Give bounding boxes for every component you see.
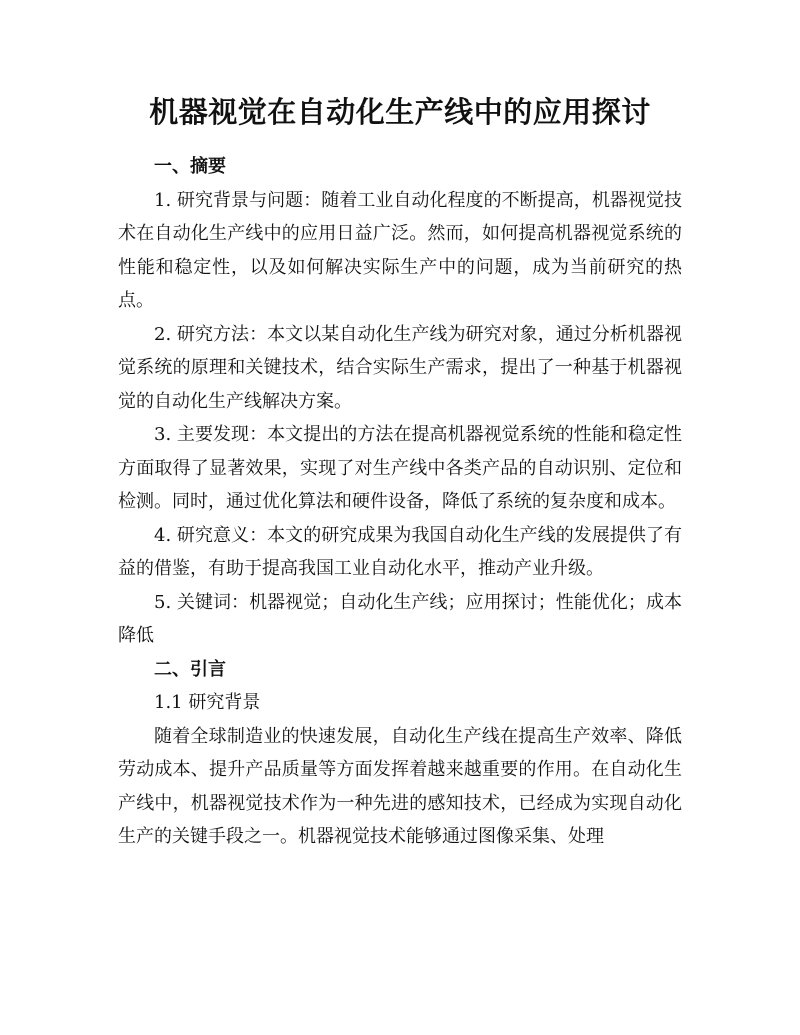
- abstract-item-findings: 3. 主要发现：本文提出的方法在提高机器视觉系统的性能和稳定性方面取得了显著效果，实现了对生产线中各类产品的自动识别、定位和检测。同时，通过优化算法和硬件设备，降低了系统的复杂度和成本。: [118, 424, 682, 512]
- introduction-paragraph: 随着全球制造业的快速发展，自动化生产线在提高生产效率、降低劳动成本、提升产品质量等方面发挥着越来越重要的作用。在自动化生产线中，机器视觉技术作为一种先进的感知技术，已经成为实现自动化生产的关键手段之一。机器视觉技术能够通过图像采集、处理: [118, 725, 682, 847]
- section-heading-abstract: 一、摘要: [154, 156, 226, 177]
- document-title: 机器视觉在自动化生产线中的应用探讨: [149, 95, 651, 129]
- section-heading-introduction: 二、引言: [154, 658, 226, 680]
- abstract-item-significance: 4. 研究意义：本文的研究成果为我国自动化生产线的发展提供了有益的借鉴，有助于提高我国工业自动化水平，推动产业升级。: [118, 524, 682, 579]
- document-body: [118, 150, 682, 854]
- abstract-item-keywords: 5. 关键词：机器视觉；自动化生产线；应用探讨；性能优化；成本降低: [118, 591, 682, 646]
- abstract-item-method: 2. 研究方法：本文以某自动化生产线为研究对象，通过分析机器视觉系统的原理和关键技术，结合实际生产需求，提出了一种基于机器视觉的自动化生产线解决方案。: [118, 323, 682, 412]
- subsection-heading-background: 1.1 研究背景: [154, 692, 261, 713]
- abstract-item-background: 1. 研究背景与问题：随着工业自动化程度的不断提高，机器视觉技术在自动化生产线中的应用日益广泛。然而，如何提高机器视觉系统的性能和稳定性，以及如何解决实际生产中的问题，成为当前研究的热点。: [118, 189, 682, 311]
